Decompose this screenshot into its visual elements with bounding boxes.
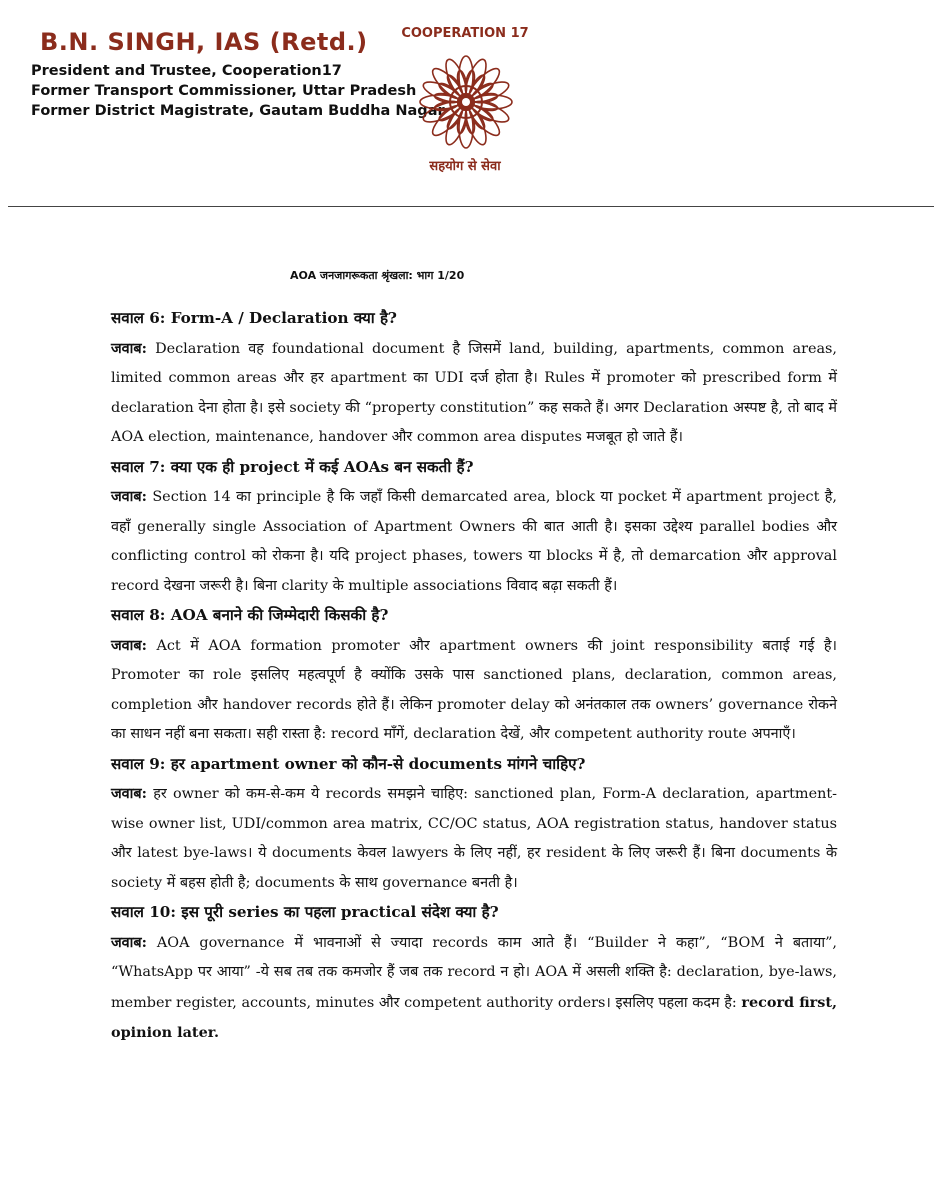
answer-label: जवाब: xyxy=(111,339,147,357)
qa-item xyxy=(111,304,837,453)
answer-text xyxy=(111,928,837,1049)
question-heading: सवाल 8: AOA बनाने की जिम्मेदारी किसकी है? xyxy=(111,606,389,624)
answer-body: AOA governance में भावनाओं से ज्यादा records काम आते हैं। “Builder ने कहा”, “BOM ने बताया”, “WhatsApp पर आया” -ये सब तब तक कमजोर हैं जब तक record न हो। AOA में असली शक्ति है: declaration, bye-laws, member register, accounts, minutes और competent authority orders। इसलिए पहला कदम है: xyxy=(111,934,837,1011)
answer-text xyxy=(111,334,837,453)
qa-item xyxy=(111,601,837,750)
answer-body: हर owner को कम-से-कम ये records समझने चाहिए: sanctioned plan, Form-A declaration, apartment-wise owner list, UDI/common area matrix, CC/OC status, AOA registration status, handover status और latest bye-laws। ये documents केवल lawyers के लिए नहीं, हर resident के लिए जरूरी हैं। बिना documents के society में बहस होती है; documents के साथ governance बनती है। xyxy=(111,786,837,891)
author-designations xyxy=(31,61,445,121)
answer-emphasis: record first, opinion later. xyxy=(111,993,838,1041)
header-divider xyxy=(8,206,934,207)
answer-label: जवाब: xyxy=(111,785,147,802)
qa-item xyxy=(111,898,837,1049)
question-heading: सवाल 10: इस पूरी series का पहला practical संदेश क्या है? xyxy=(111,903,499,921)
answer-body: Act में AOA formation promoter और apartment owners की joint responsibility बताई गई है। Promoter का role इसलिए महत्वपूर्ण है क्योंकि उसके पास sanctioned plans, declaration, common areas, completion और handover records होते हैं। लेकिन promoter delay को अनंतकाल तक owners’ governance रोकने का साधन नहीं बना सकता। सही रास्ता है: record माँगें, declaration देखें, और competent authority route अपनाएँ। xyxy=(111,637,837,742)
qa-list xyxy=(111,304,837,1049)
logo-tagline: सहयोग से सेवा xyxy=(429,159,501,174)
answer-label: जवाब: xyxy=(111,488,147,505)
answer-label: जवाब: xyxy=(111,636,147,654)
answer-body: Declaration वह foundational document है जिसमें land, building, apartments, common areas, limited common areas और हर apartment का UDI दर्ज होता है। Rules में promoter को prescribed form में declaration देना होता है। इसे society की “property constitution” कह सकते हैं। अगर Declaration अस्पष्ट है, तो बाद में AOA election, maintenance, handover और common area disputes मजबूत हो जाते हैं। xyxy=(111,340,838,445)
logo-title: COOPERATION 17 xyxy=(401,26,529,41)
author-designation-line: Former Transport Commissioner, Uttar Pradesh xyxy=(31,83,417,99)
author-designation-line: Former District Magistrate, Gautam Buddha Nagar xyxy=(31,103,445,119)
answer-text xyxy=(111,482,837,601)
letterhead xyxy=(0,0,942,215)
author-designation-line: President and Trustee, Cooperation17 xyxy=(31,63,342,79)
question-heading: सवाल 6: Form-A / Declaration क्या है? xyxy=(111,309,397,327)
author-name: B.N. SINGH, IAS (Retd.) xyxy=(40,28,368,56)
answer-body: Section 14 का principle है कि जहाँ किसी demarcated area, block या pocket में apartment project है, वहाँ generally single Association of Apartment Owners की बात आती है। इसका उद्देश्य parallel bodies और conflicting control को रोकना है। यदि project phases, towers या blocks में है, तो demarcation और approval record देखना जरूरी है। बिना clarity के multiple associations विवाद बढ़ा सकती हैं। xyxy=(111,489,838,594)
series-title: AOA जनजागरूकता श्रृंखला: भाग 1/20 xyxy=(290,269,465,282)
answer-text xyxy=(111,779,837,898)
qa-item xyxy=(111,453,837,602)
answer-label: जवाब: xyxy=(111,933,147,951)
qa-item xyxy=(111,750,837,899)
answer-text xyxy=(111,631,837,750)
cooperation17-logo-icon xyxy=(416,52,516,152)
question-heading: सवाल 7: क्या एक ही project में कई AOAs बन सकती हैं? xyxy=(111,457,474,476)
question-heading: सवाल 9: हर apartment owner को कौन-से documents मांगने चाहिए? xyxy=(111,754,586,773)
